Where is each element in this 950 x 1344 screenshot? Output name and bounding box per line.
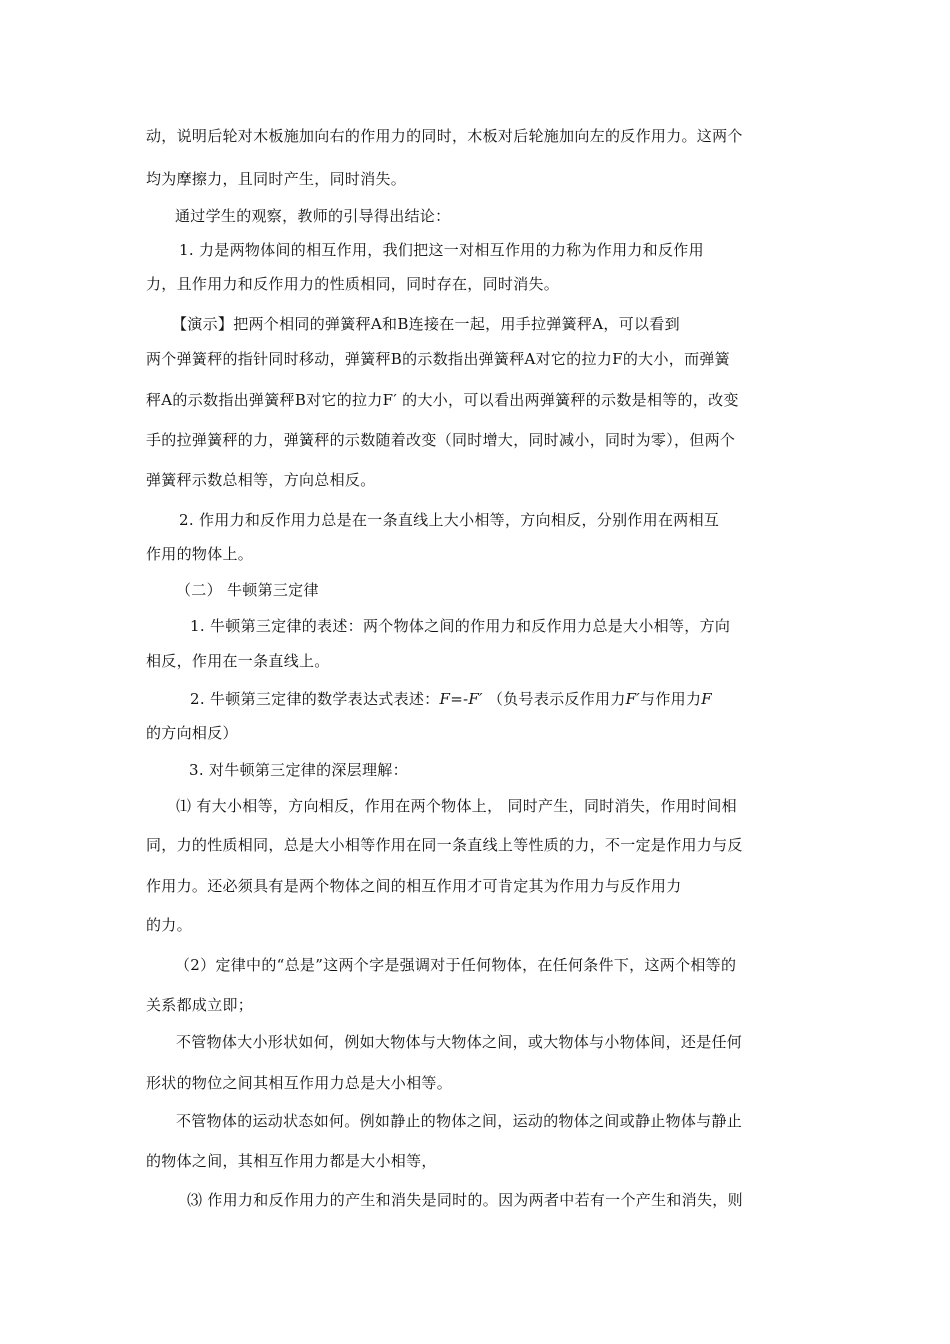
paragraph-line: 两个弹簧秤的指针同时移动，弹簧秤B的示数指出弹簧秤A对它的拉力F的大小，而弹簧 xyxy=(146,350,730,368)
paragraph-line: 手的拉弹簧秤的力，弹簧秤的示数随着改变（同时增大，同时减小，同时为零），但两个 xyxy=(146,431,736,449)
paragraph-line: 作用的物体上。 xyxy=(146,545,254,563)
paragraph-line: 【演示】把两个相同的弹簧秤A和B连接在一起，用手拉弹簧秤A，可以看到 xyxy=(172,315,680,333)
formula-middle2: 与作用力 xyxy=(640,690,702,708)
paragraph-line: 力，且作用力和反作用力的性质相同，同时存在，同时消失。 xyxy=(146,275,560,293)
formula-prefix: 2. 牛顿第三定律的数学表达式表述： xyxy=(190,690,440,708)
paragraph-line: 的力。 xyxy=(146,916,192,934)
paragraph-line: 2. 作用力和反作用力总是在一条直线上大小相等，方向相反，分别作用在两相互 xyxy=(179,511,720,529)
paragraph-line: 的方向相反） xyxy=(146,724,238,742)
paragraph-line: ⑴ 有大小相等，方向相反，作用在两个物体上， 同时产生，同时消失，作用时间相 xyxy=(176,797,737,815)
paragraph-line: 关系都成立即； xyxy=(146,996,254,1014)
paragraph-line: 1. 力是两物体间的相互作用，我们把这一对相互作用的力称为作用力和反作用 xyxy=(179,241,704,259)
paragraph-line: 形状的物位之间其相互作用力总是大小相等。 xyxy=(146,1074,453,1092)
formula: F=-F′ xyxy=(439,690,483,708)
paragraph-line: 同，力的性质相同，总是大小相等作用在同一条直线上等性质的力，不一定是作用力与反 xyxy=(146,836,743,854)
formula-middle: （负号表示反作用力 xyxy=(487,690,626,708)
paragraph-line: 相反，作用在一条直线上。 xyxy=(146,652,330,670)
paragraph-line: 弹簧秤示数总相等，方向总相反。 xyxy=(146,471,376,489)
paragraph-line: 动，说明后轮对木板施加向右的作用力的同时，木板对后轮施加向左的反作用力。这两个 xyxy=(146,127,743,145)
paragraph-line: 不管物体的运动状态如何。例如静止的物体之间，运动的物体之间或静止物体与静止 xyxy=(176,1112,743,1130)
paragraph-line: 不管物体大小形状如何，例如大物体与大物体之间，或大物体与小物体间，还是任何 xyxy=(176,1033,743,1051)
paragraph-line: （2）定律中的“总是”这两个字是强调对于任何物体，在任何条件下，这两个相等的 xyxy=(175,956,737,974)
f-prime-symbol: F′ xyxy=(625,690,641,708)
paragraph-line: 通过学生的观察，教师的引导得出结论： xyxy=(175,207,451,225)
formula-line xyxy=(190,689,712,709)
paragraph-line: 作用力。还必须具有是两个物体之间的相互作用才可肯定其为作用力与反作用力 xyxy=(146,877,682,895)
section-heading: （二） 牛顿第三定律 xyxy=(176,581,319,599)
paragraph-line: ⑶ 作用力和反作用力的产生和消失是同时的。因为两者中若有一个产生和消失，则 xyxy=(187,1191,743,1209)
paragraph-line: 的物体之间，其相互作用力都是大小相等， xyxy=(146,1152,437,1170)
paragraph-line: 秤A的示数指出弹簧秤B对它的拉力F′ 的大小，可以看出两弹簧秤的示数是相等的，改变 xyxy=(146,391,739,409)
paragraph-line: 均为摩擦力，且同时产生，同时消失。 xyxy=(146,170,407,188)
f-symbol: F xyxy=(701,690,712,708)
paragraph-line: 1. 牛顿第三定律的表述：两个物体之间的作用力和反作用力总是大小相等，方向 xyxy=(190,617,731,635)
paragraph-line: 3. 对牛顿第三定律的深层理解： xyxy=(189,761,408,779)
